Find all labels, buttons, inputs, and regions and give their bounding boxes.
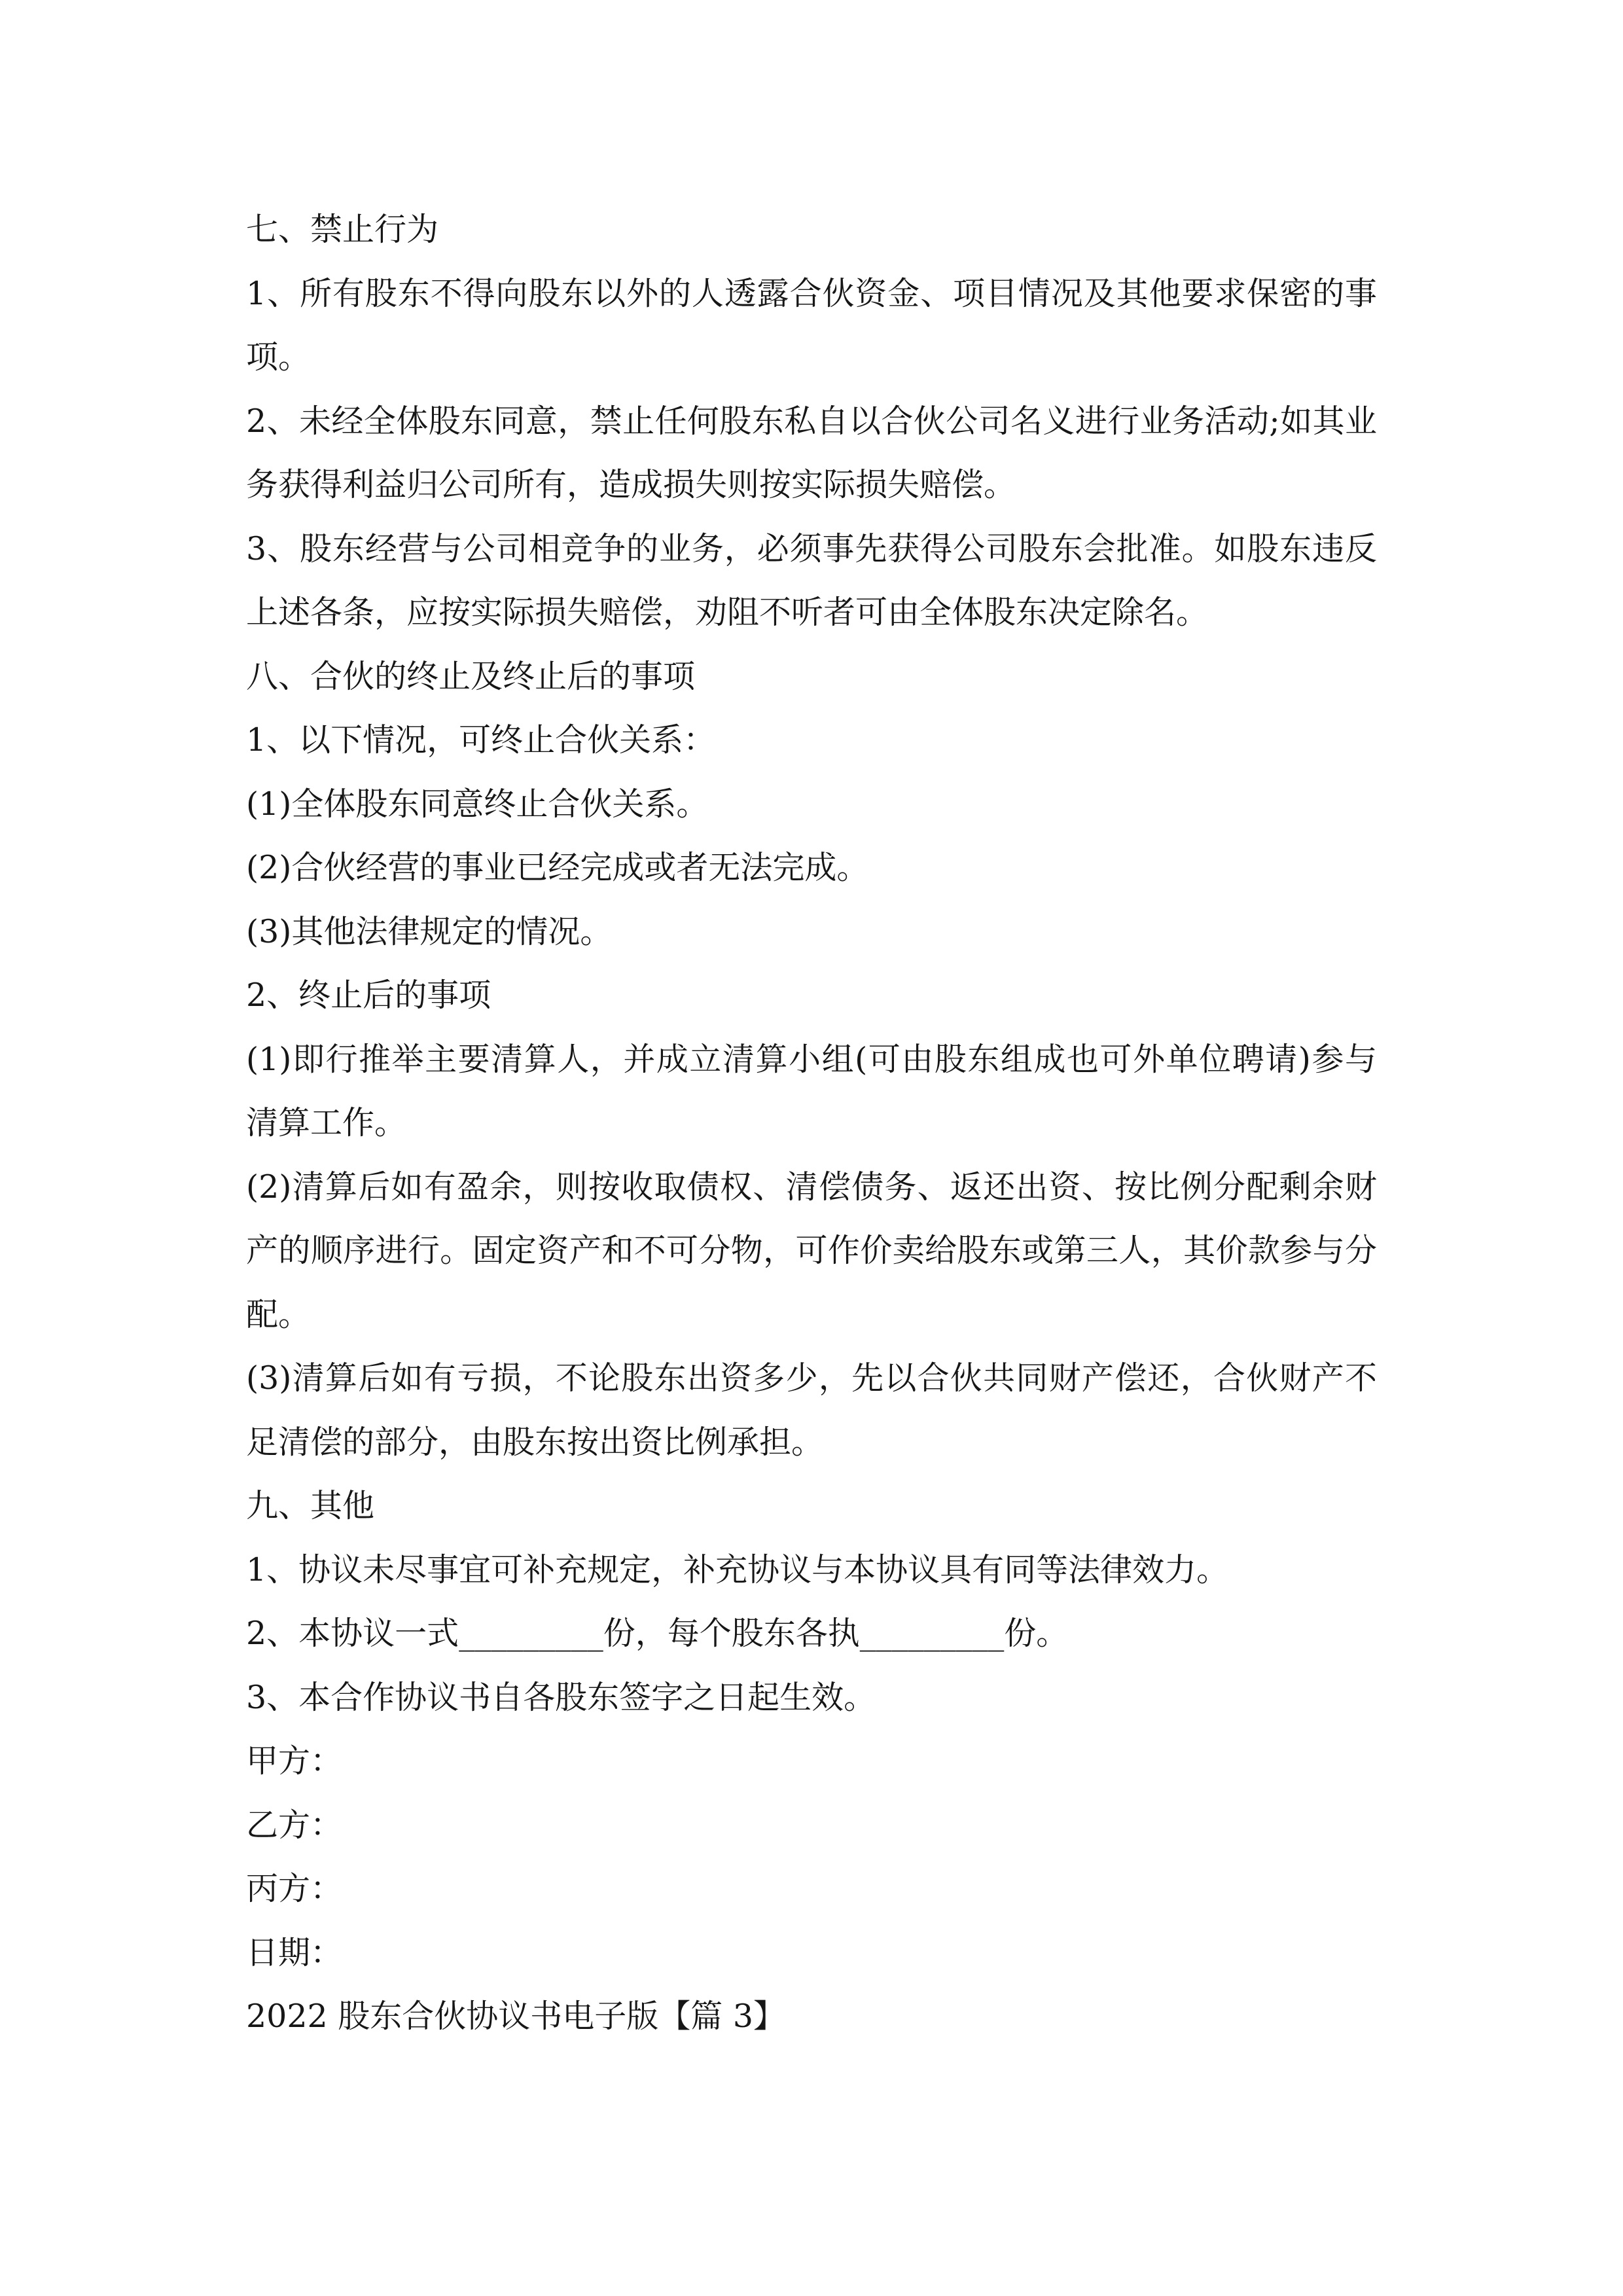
- section-7-clause-2: [246, 389, 1377, 517]
- document-page: [246, 198, 1377, 2049]
- section-8-clause-2-item-1-line-1: (1)即行推举主要清算人，并成立清算小组(可由股东组成也可外单位聘请)参与: [246, 1040, 1377, 1078]
- section-8: [246, 645, 1377, 1475]
- section-8-clause-2-title: 2、终止后的事项: [246, 977, 491, 1014]
- section-7-clause-3-line-2: 上述各条，应按实际损失赔偿，劝阻不听者可由全体股东决定除名。: [246, 594, 1209, 631]
- section-7-heading: 七、禁止行为: [246, 211, 439, 248]
- section-8-clause-1-item-1: (1)全体股东同意终止合伙关系。: [246, 785, 709, 823]
- section-9-clause-2: [246, 1602, 1377, 1666]
- section-8-clause-2-item-1: [246, 1028, 1377, 1155]
- date-label: 日期：: [246, 1933, 343, 1971]
- section-8-clause-2-item-2-line-3: 配。: [246, 1295, 311, 1333]
- section-9-clause-3: 3、本合作协议书自各股东签字之日起生效。: [246, 1678, 876, 1716]
- party-a-signature-label: 甲方：: [246, 1742, 343, 1780]
- party-c-signature-label: 丙方：: [246, 1870, 343, 1907]
- section-8-clause-2-item-3-line-1: (3)清算后如有亏损，不论股东出资多少，先以合伙共同财产偿还，合伙财产不: [246, 1359, 1377, 1397]
- section-8-clause-2-item-2-line-1: (2)清算后如有盈余，则按收取债权、清偿债务、返还出资、按比例分配剩余财: [246, 1168, 1377, 1206]
- signature-block: [246, 1729, 1377, 1984]
- section-9: [246, 1474, 1377, 1729]
- party-b-signature-label: 乙方：: [246, 1806, 343, 1844]
- section-9-clause-1: 1、协议未尽事宜可补充规定，补充协议与本协议具有同等法律效力。: [246, 1551, 1229, 1588]
- section-7-clause-3: [246, 517, 1377, 645]
- copies-count-blank: _________: [459, 1615, 603, 1652]
- section-7-clause-1-line-1: 1、所有股东不得向股东以外的人透露合伙资金、项目情况及其他要求保密的事: [246, 274, 1377, 312]
- section-9-heading: 九、其他: [246, 1487, 375, 1524]
- section-8-clause-2-item-1-line-2: 清算工作。: [246, 1104, 407, 1141]
- next-section-title: 2022 股东合伙协议书电子版【篇 3】: [246, 1998, 786, 2035]
- section-8-clause-1-item-3: (3)其他法律规定的情况。: [246, 912, 613, 950]
- section-8-clause-1-item-2: (2)合伙经营的事业已经完成或者无法完成。: [246, 849, 869, 886]
- section-8-clause-2-item-3: [246, 1346, 1377, 1474]
- section-8-clause-1: [246, 708, 1377, 963]
- section-8-clause-2-item-2: [246, 1155, 1377, 1347]
- copies-clause-prefix: 2、本协议一式: [246, 1615, 459, 1652]
- section-7-clause-1-line-2: 项。: [246, 338, 311, 376]
- section-7-clause-3-line-1: 3、股东经营与公司相竞争的业务，必须事先获得公司股东会批准。如股东违反: [246, 529, 1377, 567]
- section-8-clause-1-title: 1、以下情况，可终止合伙关系：: [246, 721, 716, 759]
- section-7-clause-2-line-1: 2、未经全体股东同意，禁止任何股东私自以合伙公司名义进行业务活动;如其业: [246, 402, 1377, 440]
- copies-each-blank: _________: [859, 1615, 1005, 1652]
- copies-clause-suffix: 份。: [1004, 1615, 1069, 1652]
- copies-clause-middle: 份，每个股东各执: [603, 1615, 860, 1652]
- section-8-clause-2-item-2-line-2: 产的顺序进行。固定资产和不可分物，可作价卖给股东或第三人，其价款参与分: [246, 1232, 1377, 1269]
- section-8-clause-2: [246, 963, 1377, 1474]
- section-8-heading: 八、合伙的终止及终止后的事项: [246, 657, 696, 695]
- section-7: [246, 198, 1377, 645]
- section-8-clause-2-item-3-line-2: 足清偿的部分，由股东按出资比例承担。: [246, 1423, 824, 1461]
- section-7-clause-2-line-2: 务获得利益归公司所有，造成损失则按实际损失赔偿。: [246, 466, 1016, 503]
- section-7-clause-1: [246, 262, 1377, 389]
